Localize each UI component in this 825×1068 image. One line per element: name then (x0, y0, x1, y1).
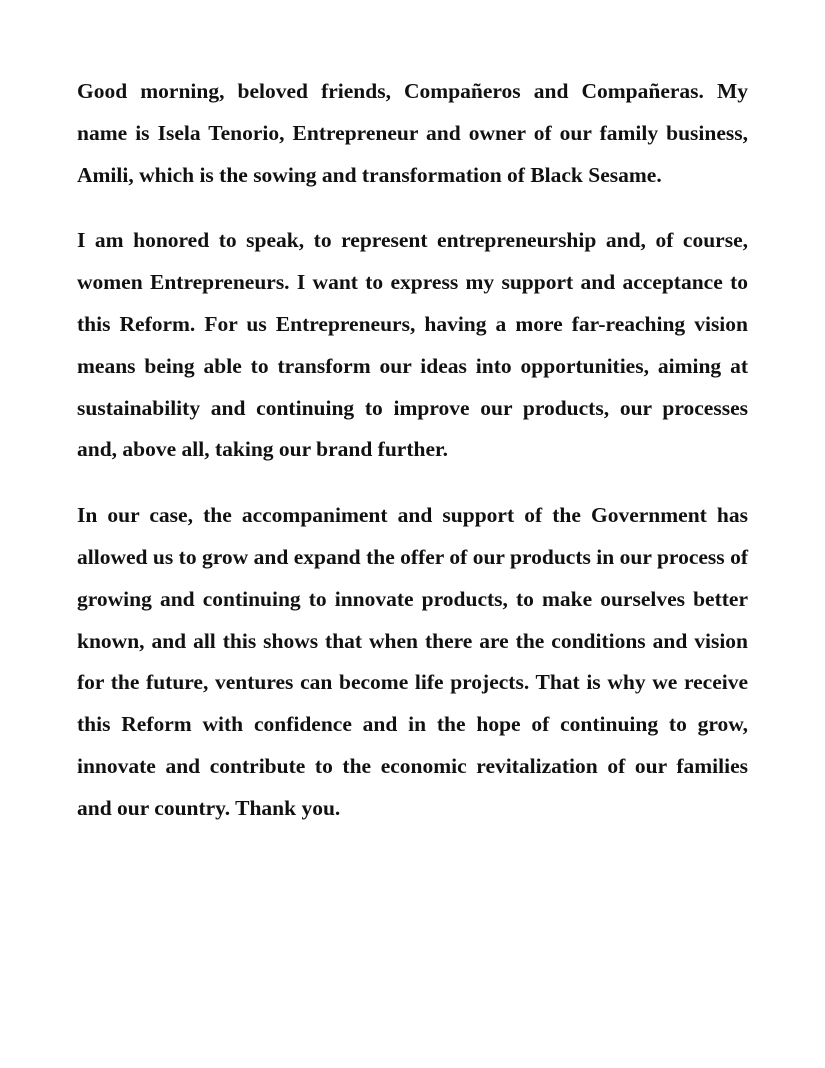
paragraph-government: In our case, the accompaniment and support of the Government has allowed us to grow and expand the offer of our products in our process of growing and continuing to innovate products, to make ourselves better known, and all this shows that when there are the conditions and vision for the future, ventures can become life projects. That is why we receive this Reform with confidence and in the hope of continuing to grow, innovate and contribute to the economic revitalization of our families and our country. Thank you. (77, 503, 748, 820)
paragraph-support: I am honored to speak, to represent entrepreneurship and, of course, women Entrepreneurs. I want to express my support and acceptance to this Reform. For us Entrepreneurs, having a more far-reaching vision means being able to transform our ideas into opportunities, aiming at sustainability and continuing to improve our products, our processes and, above all, taking our brand further. (77, 228, 748, 462)
speech-text (77, 71, 748, 854)
paragraph-greeting: Good morning, beloved friends, Compañeros and Compañeras. My name is Isela Tenorio, Entrepreneur and owner of our family business, Amili, which is the sowing and transformation of Black Sesame. (77, 79, 748, 187)
